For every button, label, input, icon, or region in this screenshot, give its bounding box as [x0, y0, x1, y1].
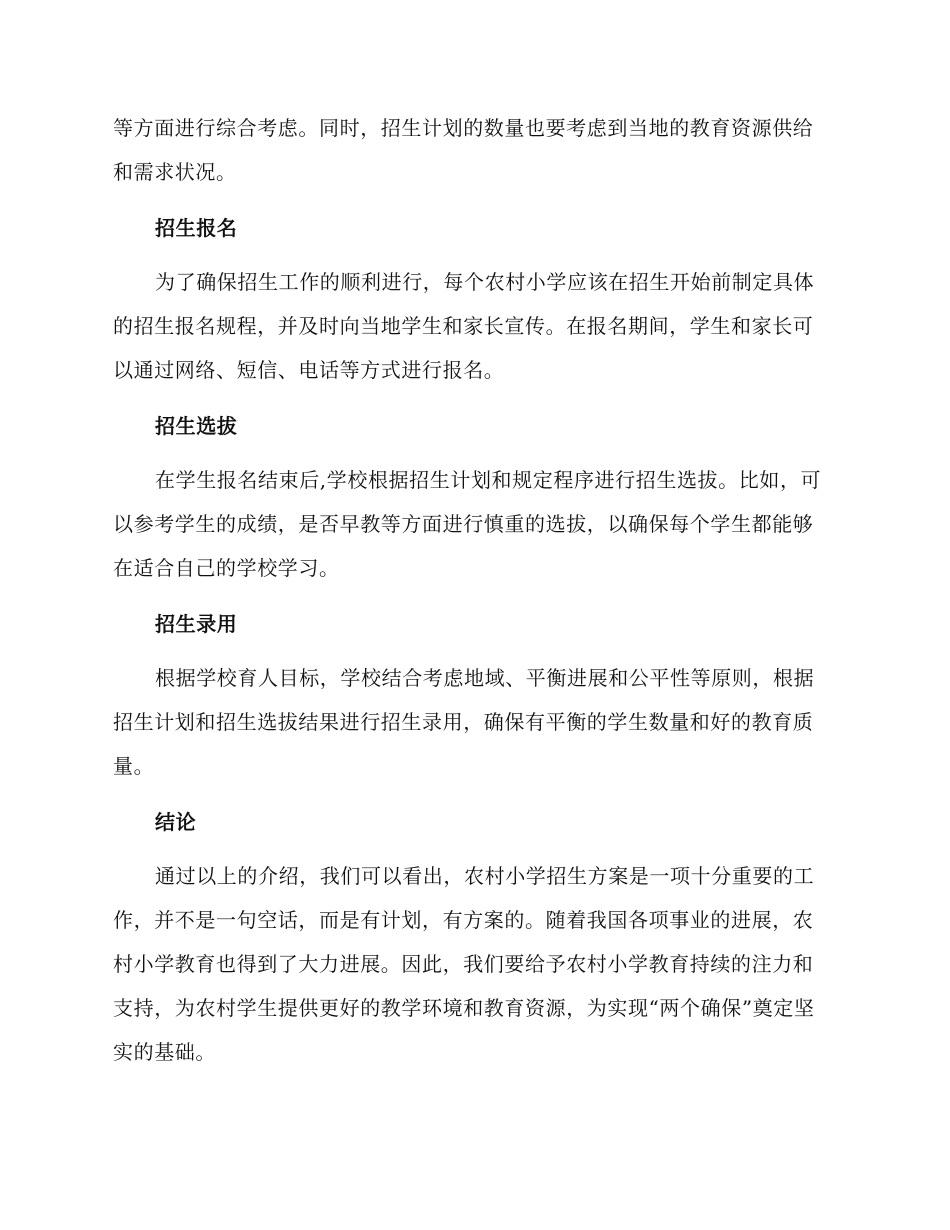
- section-heading-registration: 招生报名: [155, 216, 238, 240]
- section-body-selection: 在学生报名结束后,学校根据招生计划和规定程序进行招生选拔。比如，可以参考学生的成绩，是否早教等方面进行慎重的选拔，以确保每个学生都能够在适合自己的学校学习。: [113, 468, 822, 580]
- section-heading-admission: 招生录用: [155, 612, 238, 636]
- section-heading-selection: 招生选拔: [155, 414, 238, 438]
- section-heading-conclusion: 结论: [155, 810, 197, 834]
- section-body-conclusion: 通过以上的介绍，我们可以看出，农村小学招生方案是一项十分重要的工作，并不是一句空话，而是有计划，有方案的。随着我国各项事业的进展，农村小学教育也得到了大力进展。因此，我们要给予农村小学教育持续的注力和支持，为农村学生提供更好的教学环境和教育资源，为实现“两个确保”奠定坚实的基础。: [113, 864, 815, 1064]
- section-body-admission: 根据学校育人目标，学校结合考虑地域、平衡进展和公平性等原则，根据招生计划和招生选拔结果进行招生录用，确保有平衡的学生数量和好的教育质量。: [113, 666, 815, 778]
- document-body: [113, 106, 833, 1074]
- section-body-registration: 为了确保招生工作的顺利进行，每个农村小学应该在招生开始前制定具体的招生报名规程，并及时向当地学生和家长宣传。在报名期间，学生和家长可以通过网络、短信、电话等方式进行报名。: [113, 270, 815, 382]
- intro-paragraph: 等方面进行综合考虑。同时，招生计划的数量也要考虑到当地的教育资源供给和需求状况。: [113, 116, 814, 184]
